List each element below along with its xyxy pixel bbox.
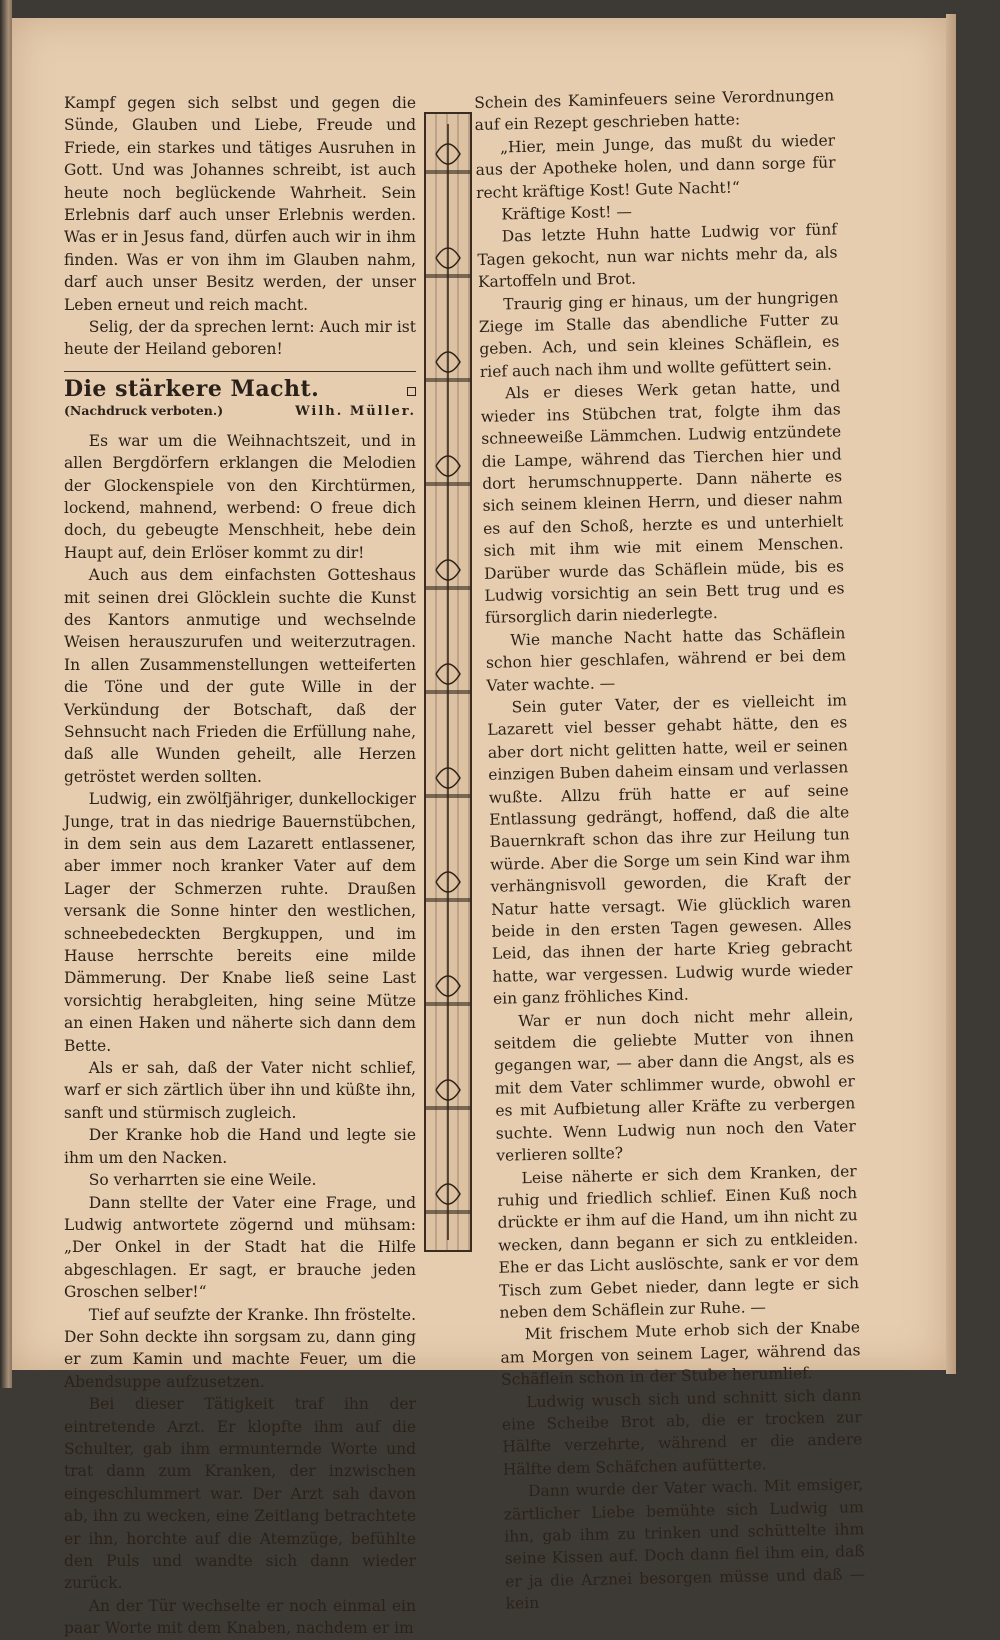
story-byline — [64, 400, 416, 423]
story-paragraph: Leise näherte er sich dem Kranken, der ruhig und friedlich schlief. Einen Kuß noch drückte er ihm auf die Hand, um ihn nicht zu wecken, dann begann er sich zu entkleiden. Ehe er das Licht auslöschte, sank er vor dem Tisch zum Gebet nieder, dann legte er sich neben dem Schäflein zur Ruhe. — — [497, 1161, 860, 1322]
story-paragraph: War er nun doch nicht mehr allein, seitdem die geliebte Mutter von ihnen gegangen war, — aber dann die Angst, als es mit dem Vater schlimmer wurde, obwohl er es mit Aufbietung aller Kräfte zu verbergen suchte. Wenn Ludwig nun noch den Vater verlieren sollte? — [493, 1004, 856, 1165]
story-paragraph: Schein des Kaminfeuers seine Verordnungen auf ein Rezept geschrieben hatte: — [474, 86, 835, 135]
candle-ornament-icon — [426, 114, 470, 1250]
story-paragraph: Kräftige Kost! — — [501, 202, 633, 224]
story-paragraph: Tief auf seufzte der Kranke. Ihn fröstelte. Der Sohn deckte ihn sorgsam zu, dann ging er zum Kamin und machte Feuer, um die Abendsuppe aufzusetzen. — [64, 1305, 416, 1391]
story-title: Die stärkere Macht. — [64, 375, 320, 402]
page-stack-edge — [946, 14, 956, 1374]
right-column — [474, 84, 866, 1615]
author-name: Wilh. Müller. — [295, 404, 416, 420]
story-paragraph: Das letzte Huhn hatte Ludwig vor fünf Tagen gekocht, nun war nichts mehr da, als Kartoffeln und Brot. — [477, 220, 838, 292]
story-paragraph: Traurig ging er hinaus, um der hungrigen Ziege im Stalle das abendliche Futter zu geben. Ach, und sein kleines Schäflein, es rief auch nach ihm und wollte gefüttert sein. — [478, 288, 840, 381]
left-column — [64, 92, 416, 1640]
section-divider — [64, 371, 416, 372]
story-paragraph: Bei dieser Tätigkeit traf ihn der eintretende Arzt. Er klopfte ihm auf die Schulter, gab ihm ermunternde Worte und trat dann zum Kranken, der inzwischen eingeschlummert war. Der Arzt sah davon ab, ihn zu wecken, eine Zeitlang betrachtete er ihn, horchte auf die Atemzüge, befühlte den Puls und wandte sich dann wieder zurück. — [64, 1395, 416, 1593]
square-ornament-icon — [407, 387, 416, 396]
story-paragraph: Es war um die Weihnachtszeit, und in allen Bergdörfern erklangen die Melodien der Glockenspiele von den Kirchtürmen, lockend, mahnend, werbend: O freue dich doch, du gebeugte Menschheit, hebe dein Haupt auf, dein Erlöser kommt zu dir! — [64, 431, 416, 562]
previous-page-edge — [0, 0, 12, 1388]
story-paragraph: Sein guter Vater, der es vielleicht im Lazarett viel besser gehabt hätte, den es aber dort nicht gelitten hatte, weil er seinen einzigen Buben daheim einsam und verlassen wußte. Allzu früh hatte er auf seine Entlassung gedrängt, hoffend, daß die alte Bauernkraft schon das ihre zur Heilung tun würde. Aber die Sorge um sein Kind war ihm verhängnisvoll geworden, die Kraft der Natur hatte versagt. Wie glücklich waren beide in den ersten Tagen gewesen. Alles Leid, das ihnen der harte Krieg gebracht hatte, war vergessen. Ludwig wurde wieder ein ganz fröhliches Kind. — [487, 691, 853, 1009]
story-header — [64, 375, 416, 402]
story-paragraph: Dann stellte der Vater eine Frage, und Ludwig antwortete zögernd und mühsam: „Der Onkel in der Stadt hat die Hilfe abgeschlagen. Er sagt, er brauche jeden Groschen selber!“ — [64, 1193, 416, 1302]
intro-paragraph: Kampf gegen sich selbst und gegen die Sünde, Glauben und Liebe, Freude und Friede, ein starkes und tätiges Ausruhen in Gott. Und was Johannes schreibt, ist auch heute noch beglückende Wahrheit. Sein Erlebnis darf auch unser Erlebnis werden. Was er in Jesus fand, dürfen auch wir in ihm finden. Was er von ihm im Glauben nahm, darf auch unser Besitz werden, der unser Leben erneut und reich macht. — [64, 94, 416, 314]
story-paragraph: Mit frischem Mute erhob sich der Knabe am Morgen von seinem Lager, während das Schäflein schon in der Stube herumlief. — [500, 1318, 861, 1389]
story-paragraph: Der Kranke hob die Hand und legte sie ihm um den Nacken. — [64, 1126, 416, 1167]
intro-paragraph: Selig, der da sprechen lernt: Auch mir ist heute der Heiland geboren! — [64, 318, 416, 359]
story-paragraph: Auch aus dem einfachsten Gotteshaus mit seinen drei Glöcklein suchte die Kunst des Kantors anmutige und wechselnde Weisen herauszurufen und weiterzutragen. In allen Zusammenstellungen wetteiferten die Töne und der gute Wille in der Verkündung der Botschaft, daß der Sehnsucht nach Frieden die Erfüllung nahe, daß alle Wunden geheilt, alle Herzen getröstet werden sollten. — [64, 566, 416, 786]
story-paragraph: Als er sah, daß der Vater nicht schlief, warf er sich zärtlich über ihn und küßte ihn, sanft und stürmisch zugleich. — [64, 1059, 416, 1122]
story-paragraph: Wie manche Nacht hatte das Schäflein schon hier geschlafen, während er bei dem Vater wachte. — — [485, 624, 847, 695]
story-paragraph: So verharrten sie eine Weile. — [88, 1171, 317, 1190]
story-paragraph: Als er dieses Werk getan hatte, und wieder ins Stübchen trat, folgte ihm das schneeweiße Lämmchen. Ludwig entzündete die Lampe, während das Tierchen hier und dort herumschnupperte. Dann näherte es sich seinem kleinen Herrn, und dieser nahm es auf den Schoß, herzte es und unterhielt sich mit ihm wie mit einem Menschen. Darüber wurde das Schäflein müde, bis es Ludwig vorsichtig an sein Bett trug und es fürsorglich darin niederlegte. — [480, 377, 845, 628]
story-paragraph: Dann wurde der Vater wach. Mit emsiger, zärtlicher Liebe bemühte sich Ludwig um ihn, gab ihm zu trinken und schüttelte ihm seine Kissen auf. Doch dann fiel ihm ein, daß er ja die Arznei besorgen müsse und daß — kein — [503, 1475, 866, 1613]
story-paragraph: An der Tür wechselte er noch einmal ein paar Worte mit dem Knaben, nachdem er im — [64, 1596, 416, 1638]
story-paragraph: „Hier, mein Junge, das mußt du wieder aus der Apotheke holen, und dann sorge für recht kräftige Kost! Gute Nacht!“ — [475, 131, 836, 202]
reprint-note: (Nachdruck verboten.) — [64, 403, 224, 419]
decorative-border-strip — [424, 112, 472, 1252]
story-paragraph: Ludwig, ein zwölfjähriger, dunkellockiger Junge, trat in das niedrige Bauernstübchen, in dem sein aus dem Lazarett entlassener, aber immer noch kranker Vater auf dem Lager der Schmerzen ruhte. Draußen versank die Sonne hinter den westlichen, schneebedeckten Bergkuppen, und im Hause herrschte bereits eine milde Dämmerung. Der Knabe ließ seine Last vorsichtig herabgleiten, hing seine Mütze an einen Haken und näherte sich dann dem Bette. — [64, 790, 416, 1055]
story-paragraph: Ludwig wusch sich und schnitt sich dann eine Scheibe Brot ab, die er trocken zur Hälfte verzehrte, während er die andere Hälfte dem Schäfchen aufütterte. — [501, 1385, 863, 1479]
